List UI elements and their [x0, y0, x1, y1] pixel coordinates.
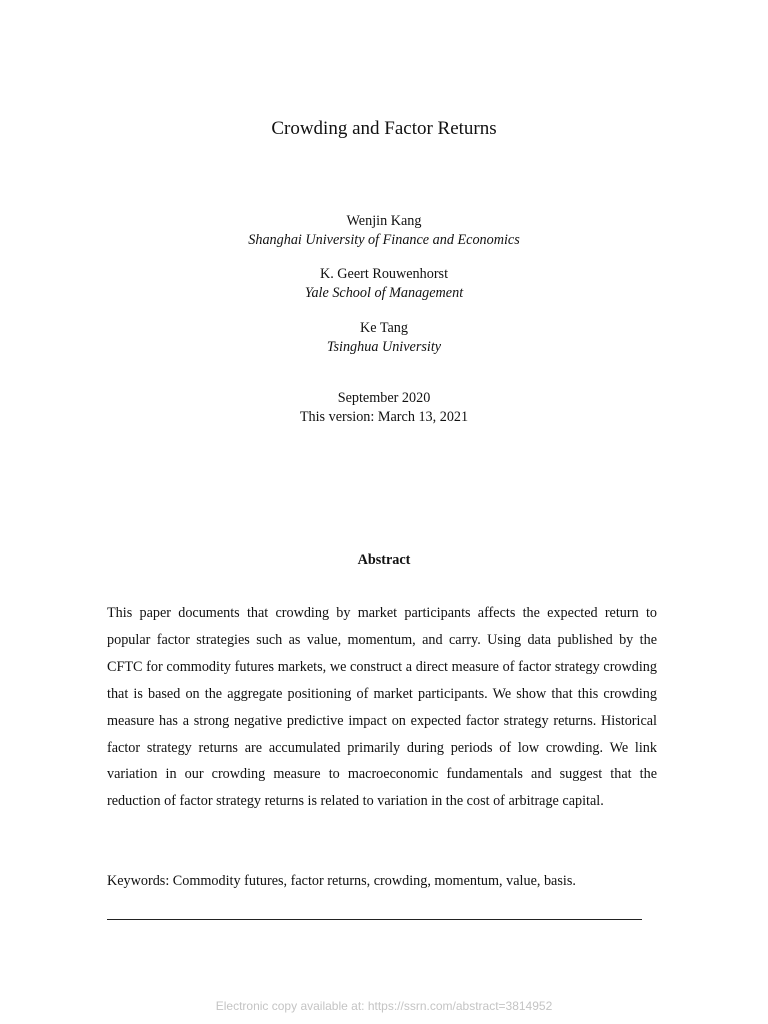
author-block-2: [0, 265, 768, 303]
author-block-3: [0, 319, 768, 357]
author-affiliation: Shanghai University of Finance and Economics: [248, 232, 520, 248]
paper-version-date: This version: March 13, 2021: [299, 409, 469, 425]
abstract-text: This paper documents that crowding by market participants affects the expected return to popular factor strategies such as value, momentum, and carry. Using data published by the CFTC for commodity futures markets, we construct a direct measure of factor strategy crowding that is based on the aggregate positioning of market participants. We show that this crowding measure has a strong negative predictive impact on expected factor strategy returns. Historical factor strategy returns are accumulated primarily during periods of low crowding. We link variation in our crowding measure to macroeconomic fundamentals and suggest that the reduction of factor strategy returns is related to variation in the cost of arbitrage capital.: [107, 605, 657, 810]
author-block-1: [0, 212, 768, 250]
author-name: Wenjin Kang: [346, 213, 422, 229]
footnote-divider: [107, 919, 642, 920]
keywords-line: Keywords: Commodity futures, factor returns, crowding, momentum, value, basis.: [107, 873, 576, 889]
date-block: [0, 389, 768, 427]
author-affiliation: Yale School of Management: [304, 285, 464, 301]
paper-date: September 2020: [337, 390, 431, 406]
abstract-heading: Abstract: [357, 552, 411, 568]
ssrn-footer: Electronic copy available at: https://ssrn.com/abstract=3814952: [215, 999, 553, 1013]
paper-title: Crowding and Factor Returns: [271, 118, 497, 139]
author-name: K. Geert Rouwenhorst: [319, 266, 449, 282]
author-name: Ke Tang: [360, 320, 408, 336]
author-affiliation: Tsinghua University: [326, 339, 442, 355]
